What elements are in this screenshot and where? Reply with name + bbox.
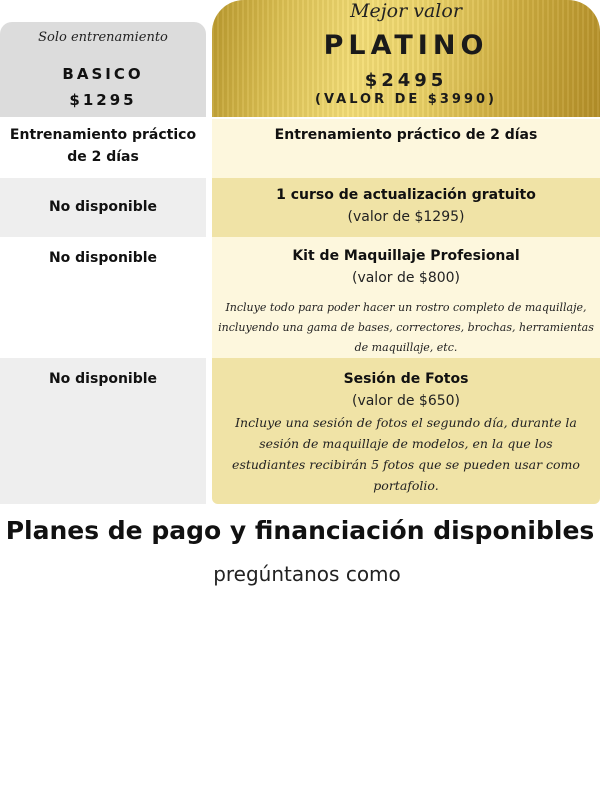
basic-feature-training-line1: Entrenamiento práctico bbox=[9, 127, 197, 143]
platinum-feature-makeup-kit-title: Kit de Maquillaje Profesional bbox=[292, 248, 520, 264]
platinum-feature-training bbox=[212, 119, 600, 178]
platinum-feature-makeup-kit-note-line: incluyendo una gama de bases, correctores, brochas, herramientas bbox=[218, 321, 594, 334]
platinum-feature-photo-session-value: (valor de $650) bbox=[351, 393, 461, 409]
payment-plans-subtitle: pregúntanos como bbox=[213, 562, 401, 586]
basic-feature-refresher-status: No disponible bbox=[48, 199, 158, 215]
platinum-feature-refresher-title: 1 curso de actualización gratuito bbox=[276, 187, 536, 203]
platinum-plan-original-value: (VALOR DE $3990) bbox=[315, 92, 497, 107]
basic-feature-makeup-kit bbox=[0, 237, 206, 358]
basic-plan-tag: Solo entrenamiento bbox=[38, 30, 168, 45]
platinum-feature-photo-session-note-line: portafolio. bbox=[373, 478, 439, 493]
basic-feature-makeup-kit-status: No disponible bbox=[48, 250, 158, 266]
platinum-feature-makeup-kit-value: (valor de $800) bbox=[351, 270, 461, 286]
basic-feature-photo-session bbox=[0, 358, 206, 504]
payment-plans-heading: Planes de pago y financiación disponibles bbox=[5, 516, 595, 545]
platinum-plan-name: PLATINO bbox=[323, 30, 489, 61]
platinum-feature-refresher-value: (valor de $1295) bbox=[347, 209, 465, 225]
platinum-feature-photo-session-note-line: sesión de maquillaje de modelos, en la que los bbox=[259, 436, 553, 451]
platinum-feature-photo-session bbox=[212, 358, 600, 504]
platinum-feature-refresher bbox=[212, 178, 600, 237]
platinum-feature-makeup-kit-note-line: Incluye todo para poder hacer un rostro completo de maquillaje, bbox=[225, 301, 587, 314]
basic-plan-price: $1295 bbox=[69, 91, 137, 109]
basic-feature-training-line2: de 2 días bbox=[67, 149, 139, 165]
platinum-feature-photo-session-note-line: estudiantes recibirán 5 fotos que se pueden usar como bbox=[232, 457, 580, 472]
platinum-plan-header bbox=[212, 0, 600, 117]
platinum-plan-price: $2495 bbox=[364, 70, 448, 91]
basic-feature-training bbox=[0, 119, 206, 178]
basic-plan-header bbox=[0, 22, 206, 117]
platinum-feature-photo-session-title: Sesión de Fotos bbox=[343, 371, 469, 387]
basic-feature-photo-session-status: No disponible bbox=[48, 371, 158, 387]
platinum-feature-photo-session-note-line: Incluye una sesión de fotos el segundo día, durante la bbox=[235, 415, 577, 430]
basic-feature-refresher bbox=[0, 178, 206, 237]
platinum-feature-training-title: Entrenamiento práctico de 2 días bbox=[274, 127, 538, 143]
platinum-plan-tag: Mejor valor bbox=[350, 0, 462, 22]
platinum-feature-makeup-kit bbox=[212, 237, 600, 358]
platinum-feature-makeup-kit-note-line: de maquillaje, etc. bbox=[354, 341, 458, 354]
basic-plan-name: BASICO bbox=[62, 65, 144, 83]
